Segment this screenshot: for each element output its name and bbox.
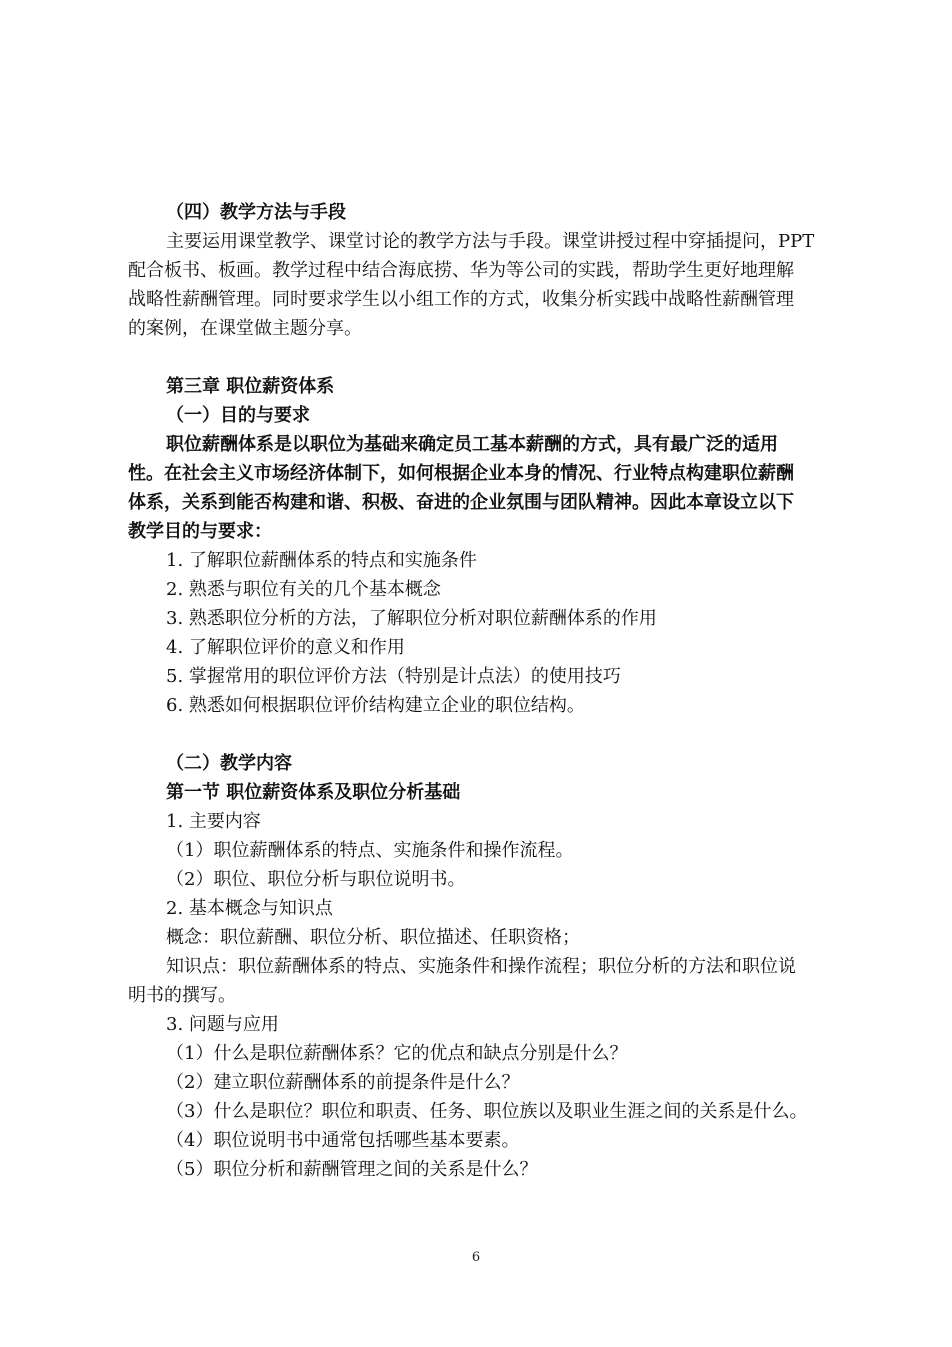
paragraph-line: 主要运用课堂教学、课堂讨论的教学方法与手段。课堂讲授过程中穿插提问，PPT — [166, 231, 815, 252]
list-item: 2. 熟悉与职位有关的几个基本概念 — [166, 579, 441, 600]
spacer — [128, 720, 838, 749]
page-number: 6 — [471, 1250, 481, 1265]
concepts-line: 概念：职位薪酬、职位分析、职位描述、任职资格； — [166, 927, 580, 948]
knowledge-line: 知识点：职位薪酬体系的特点、实施条件和操作流程；职位分析的方法和职位说 — [166, 956, 796, 977]
question-item: （3）什么是职位？职位和职责、任务、职位族以及职业生涯之间的关系是什么。 — [166, 1101, 808, 1122]
paragraph-line: 配合板书、板画。教学过程中结合海底捞、华为等公司的实践，帮助学生更好地理解 — [128, 260, 794, 281]
question-item: （5）职位分析和薪酬管理之间的关系是什么？ — [166, 1159, 538, 1180]
goals-paragraph-line: 性。在社会主义市场经济体制下，如何根据企业本身的情况、行业特点构建职位薪酬 — [128, 463, 794, 484]
list-item: 1. 了解职位薪酬体系的特点和实施条件 — [166, 550, 477, 571]
section-heading-goals: （一）目的与要求 — [166, 405, 310, 426]
list-item: 6. 熟悉如何根据职位评价结构建立企业的职位结构。 — [166, 695, 585, 716]
list-item: （2）职位、职位分析与职位说明书。 — [166, 869, 466, 890]
list-item: （1）职位薪酬体系的特点、实施条件和操作流程。 — [166, 840, 574, 861]
question-item: （1）什么是职位薪酬体系？它的优点和缺点分别是什么？ — [166, 1043, 628, 1064]
chapter-title: 第三章 职位薪资体系 — [166, 376, 335, 397]
goals-paragraph-line: 职位薪酬体系是以职位为基础来确定员工基本薪酬的方式，具有最广泛的适用 — [166, 434, 778, 455]
section-title: 第一节 职位薪资体系及职位分析基础 — [166, 782, 461, 803]
question-item: （4）职位说明书中通常包括哪些基本要素。 — [166, 1130, 520, 1151]
list-item: 4. 了解职位评价的意义和作用 — [166, 637, 405, 658]
list-item: 5. 掌握常用的职位评价方法（特别是计点法）的使用技巧 — [166, 666, 621, 687]
question-item: （2）建立职位薪酬体系的前提条件是什么？ — [166, 1072, 520, 1093]
page-content — [128, 198, 838, 1184]
section-heading-teaching-methods: （四）教学方法与手段 — [166, 202, 346, 223]
subsection-label: 1. 主要内容 — [166, 811, 261, 832]
paragraph-line: 战略性薪酬管理。同时要求学生以小组工作的方式，收集分析实践中战略性薪酬管理 — [128, 289, 794, 310]
knowledge-line: 明书的撰写。 — [128, 985, 236, 1006]
goals-paragraph-line: 教学目的与要求： — [128, 521, 272, 542]
spacer — [128, 343, 838, 372]
paragraph-line: 的案例，在课堂做主题分享。 — [128, 318, 362, 339]
subsection-label: 2. 基本概念与知识点 — [166, 898, 333, 919]
subsection-label: 3. 问题与应用 — [166, 1014, 279, 1035]
list-item: 3. 熟悉职位分析的方法，了解职位分析对职位薪酬体系的作用 — [166, 608, 657, 629]
goals-paragraph-line: 体系，关系到能否构建和谐、积极、奋进的企业氛围与团队精神。因此本章设立以下 — [128, 492, 794, 513]
section-heading-content: （二）教学内容 — [166, 753, 292, 774]
